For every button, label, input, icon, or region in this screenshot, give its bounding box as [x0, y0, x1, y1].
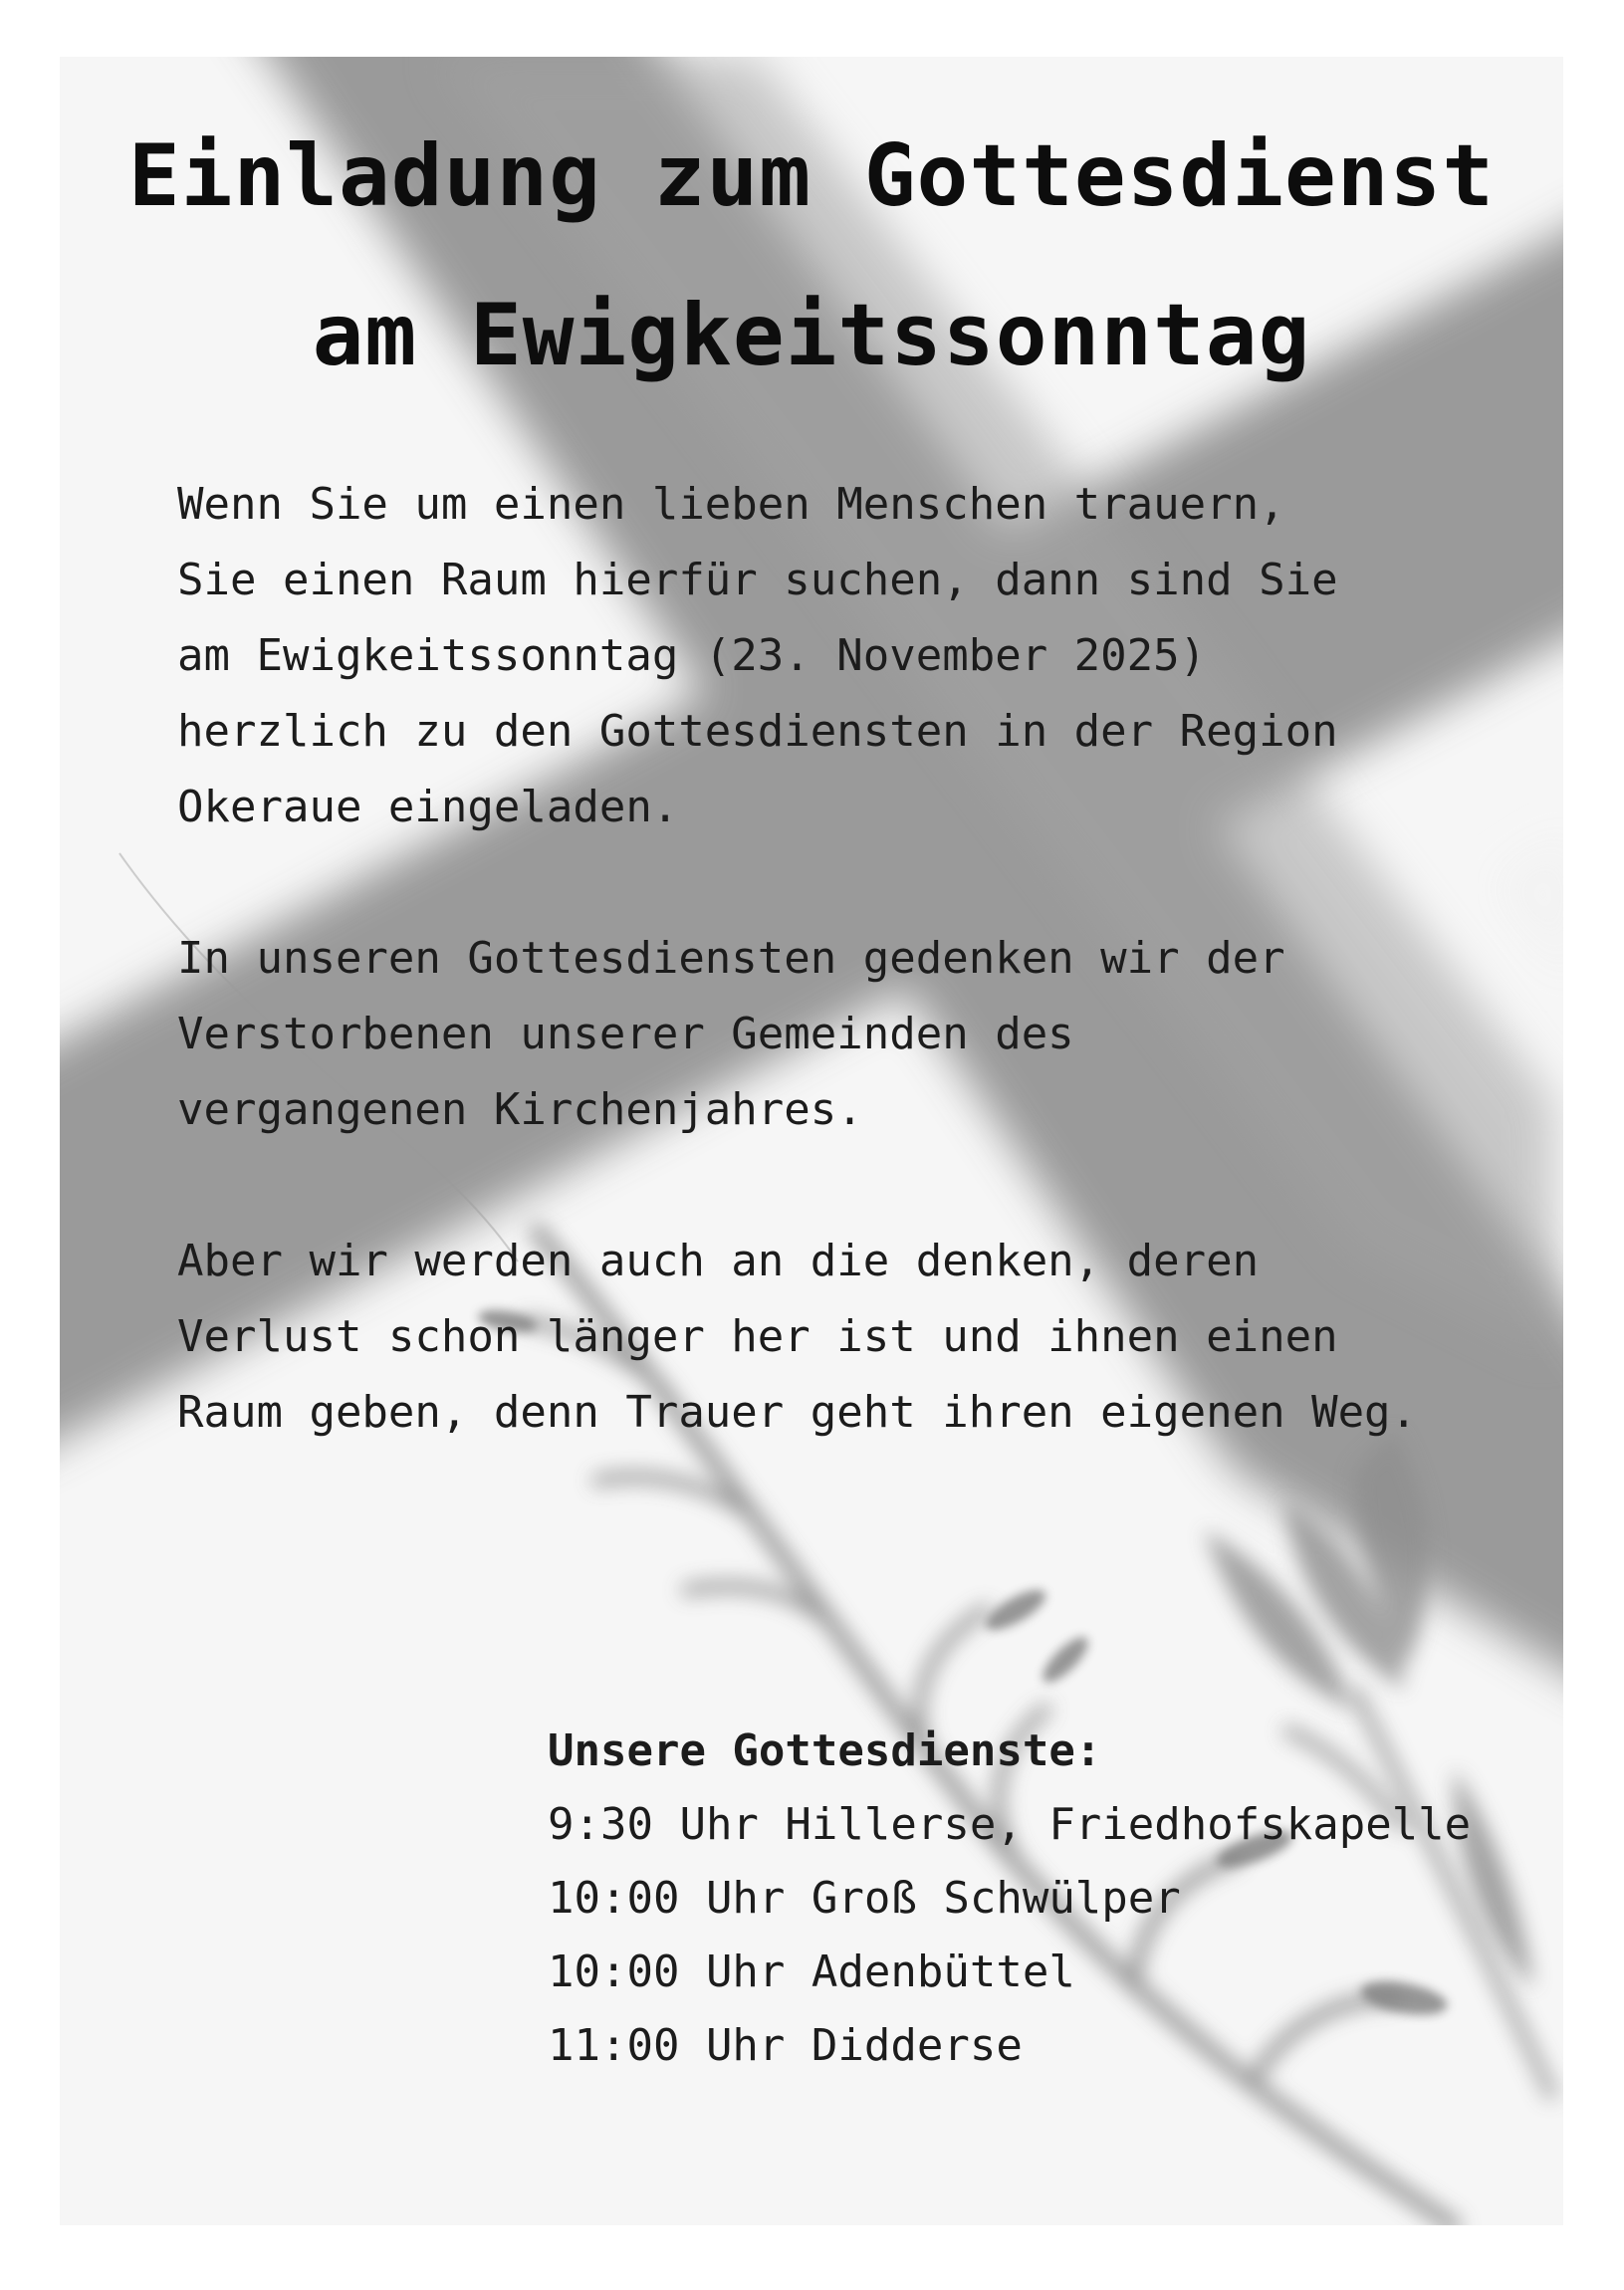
paragraph-line: vergangenen Kirchenjahres. — [177, 1084, 863, 1135]
service-list — [548, 1788, 1553, 2083]
paragraph-line: am Ewigkeitssonntag (23. November 2025) — [177, 630, 1207, 681]
paragraph-2 — [177, 921, 1511, 1148]
poster — [60, 57, 1563, 2225]
invitation-text — [177, 467, 1511, 1526]
service-schedule — [548, 1715, 1553, 2083]
paragraph-line: Verstorbenen unserer Gemeinden des — [177, 1009, 1074, 1059]
paragraph-3 — [177, 1224, 1511, 1451]
paragraph-1 — [177, 467, 1511, 845]
paragraph-line: herzlich zu den Gottesdiensten in der Region — [177, 706, 1338, 757]
paragraph-line: Wenn Sie um einen lieben Menschen trauern, — [177, 479, 1285, 530]
paragraph-line: Raum geben, denn Trauer geht ihren eigenen Weg. — [177, 1387, 1418, 1438]
schedule-heading: Unsere Gottesdienste: — [548, 1725, 1102, 1776]
title-line-1: Einladung zum Gottesdienst — [127, 126, 1496, 226]
service-item: 10:00 Uhr Adenbüttel — [548, 1946, 1075, 1997]
paragraph-line: Aber wir werden auch an die denken, deren — [177, 1236, 1260, 1286]
page-title — [60, 97, 1563, 415]
paragraph-line: Okeraue eingeladen. — [177, 782, 679, 832]
service-item: 10:00 Uhr Groß Schwülper — [548, 1873, 1181, 1924]
service-item: 11:00 Uhr Didderse — [548, 2020, 1023, 2071]
paragraph-line: Verlust schon länger her ist und ihnen einen — [177, 1311, 1338, 1362]
paragraph-line: In unseren Gottesdiensten gedenken wir der — [177, 933, 1285, 984]
service-item: 9:30 Uhr Hillerse, Friedhofskapelle — [548, 1799, 1472, 1850]
paragraph-line: Sie einen Raum hierfür suchen, dann sind Sie — [177, 555, 1338, 605]
title-line-2: am Ewigkeitssonntag — [312, 286, 1311, 385]
